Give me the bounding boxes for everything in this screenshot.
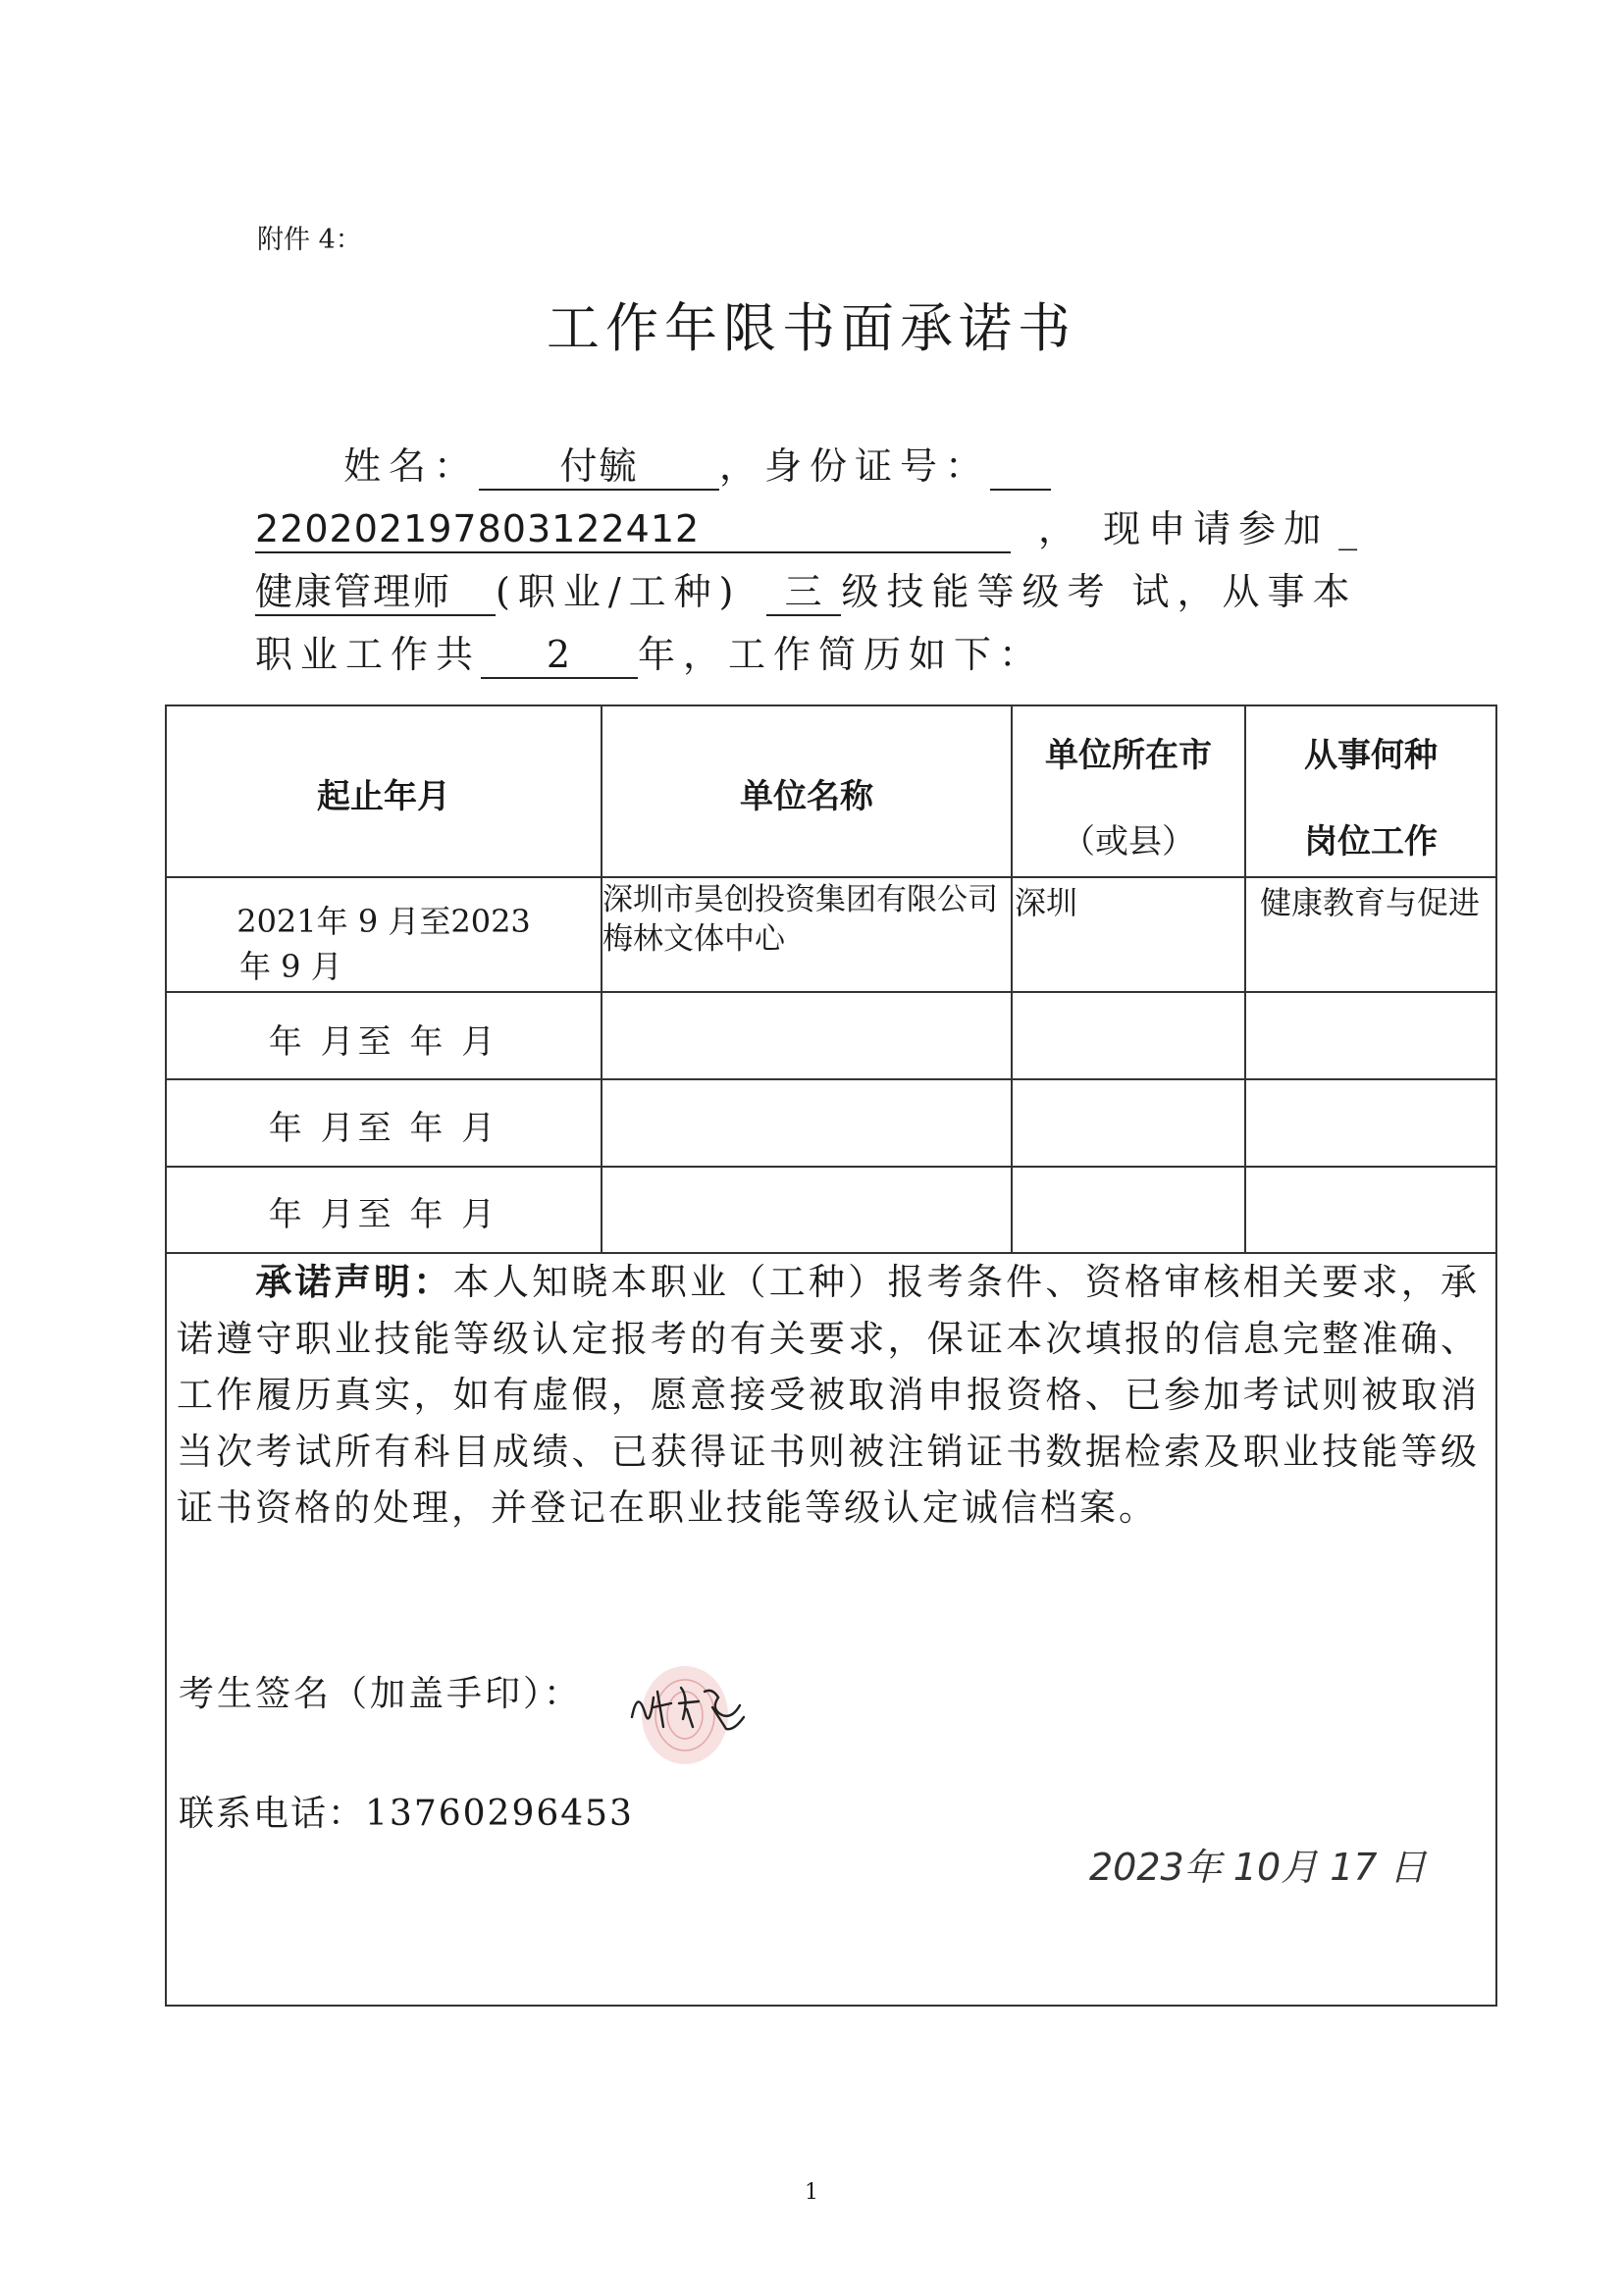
row1-employer: 深圳市昊创投资集团有限公司梅林文体中心 [602,882,998,957]
header-position-line2: 岗位工作 [1304,822,1438,861]
row3-period: 年 月至 年 月 [268,1109,499,1148]
applicant-line-2 [255,498,1365,553]
header-employer: 单位名称 [740,777,873,816]
applicant-line-4 [255,624,1044,679]
occupation-suffix: (职业/工种) [496,570,742,613]
name-label: 姓名： [343,444,480,488]
id-underline-start [990,444,1051,491]
years-prefix: 职业工作共 [255,633,482,676]
apply-text: ， 现申请参加 [1038,507,1330,550]
level-value: 三 [766,569,841,616]
id-number-value: 220202197803122412 [255,506,1011,553]
page-title: 工作年限书面承诺书 [547,297,1076,359]
declaration-label: 承诺声明： [255,1261,453,1303]
row2-period: 年 月至 年 月 [268,1022,499,1062]
row1-period-line1: 2021年 9 月至2023 [236,903,531,940]
declaration-text: 本人知晓本职业（工种）报考条件、资格审核相关要求，承诺遵守职业技能等级认定报考的有关要求，保证本次填报的信息完整准确、工作履历真实，如有虚假，愿意接受被取消申报资格、已参加考试则被取消当次考试所有科目成绩、已获得证书则被注销证书数据检索及职业技能等级证书资格的处理，并登记在职业技能等级认定诚信档案。 [177,1261,1481,1529]
phone-label: 联系电话： [179,1794,366,1834]
header-period: 起止年月 [317,777,450,816]
header-city-line1: 单位所在市 [1045,736,1212,775]
applicant-line-3 [255,561,1358,616]
page-number: 1 [805,2180,818,2205]
fingerprint-stamp-icon [624,1658,771,1786]
phone-value: 13760296453 [365,1794,634,1834]
contact-phone [179,1786,634,1836]
header-city-line2: （或县） [1062,822,1195,861]
declaration [177,1254,1480,1537]
apply-underline: _ [1338,507,1366,550]
row1-period-line2: 年 9 月 [239,948,342,985]
signature-label: 考生签名（加盖手印）： [179,1674,583,1714]
years-value: 2 [481,632,638,679]
signing-date: 2023年 10月 17 日 [1089,1846,1427,1889]
signature-handwritten [624,1658,771,1786]
applicant-line-1 [343,436,1051,491]
years-suffix: 年，工作简历如下： [638,633,1045,676]
attachment-label: 附件 4： [257,225,362,255]
name-value: 付毓 [479,444,719,491]
occupation-value: 健康管理师 [255,569,496,616]
row4-period: 年 月至 年 月 [268,1195,499,1234]
row1-position: 健康教育与促进 [1259,884,1480,921]
header-position-line1: 从事何种 [1304,736,1438,775]
id-label: ，身份证号： [719,444,991,488]
row1-city: 深圳 [1015,884,1078,921]
level-suffix: 级技能等级考 试，从事本 [841,570,1358,613]
